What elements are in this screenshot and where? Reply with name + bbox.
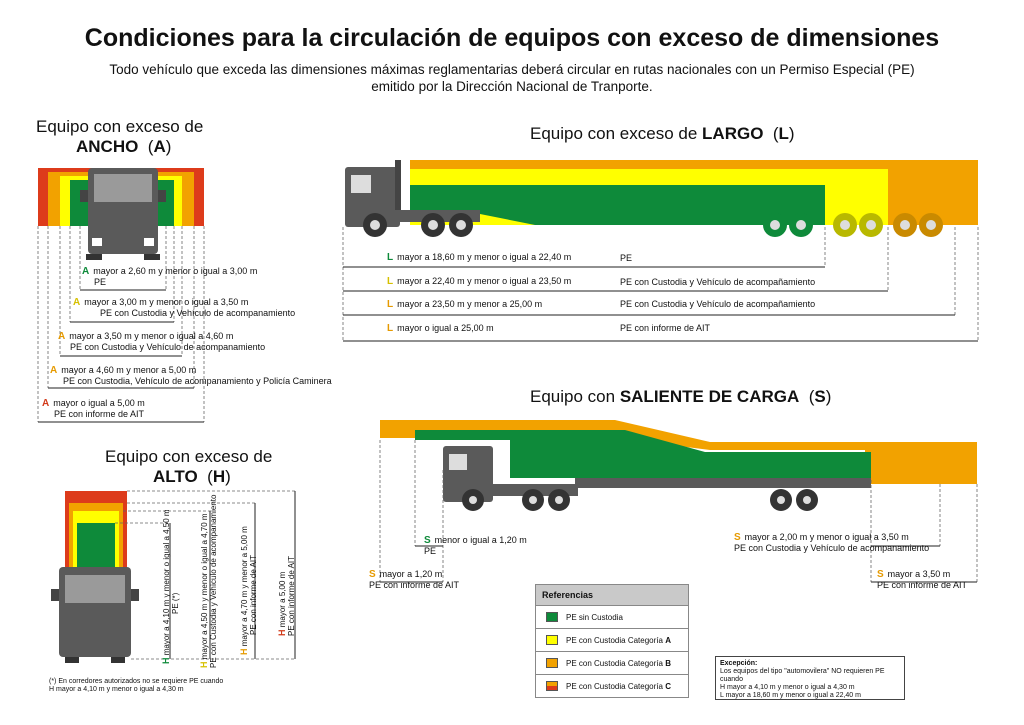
saliente-s4-sub: PE con informe de AIT [877, 580, 968, 590]
largo-row-2-req: PE con Custodia y Vehículo de acompañamiento [620, 277, 816, 287]
saliente-s1-letter: S [424, 535, 431, 546]
alto-row-4-letter: H [277, 629, 287, 636]
saliente-s4-text: mayor a 3,50 m [887, 569, 951, 579]
saliente-s1-sub: PE [424, 546, 437, 556]
alto-row-3-text: mayor a 4,70 m y menor a 5,00 m [240, 526, 249, 647]
alto-title-bold: ALTO [153, 467, 198, 486]
saliente-title: Equipo con SALIENTE DE CARGA (S) [530, 387, 832, 406]
saliente-s2-sub: PE con informe de AIT [369, 580, 460, 590]
alto-row-4-text: mayor a 5,00 m [278, 571, 287, 628]
largo-title-text: Equipo con exceso de [530, 124, 698, 143]
ancho-row-4 [50, 365, 332, 386]
alto-row-1 [162, 509, 180, 664]
saliente-s3 [734, 532, 929, 553]
alto-row-1-sub: PE (*) [171, 592, 180, 614]
alto-title-letter: H [212, 467, 226, 486]
largo-row-2 [387, 276, 571, 287]
references-legend [535, 584, 689, 698]
saliente-s4 [877, 569, 967, 590]
largo-row-1 [387, 252, 571, 263]
alto-row-4 [278, 556, 296, 636]
exception-line-3: L mayor a 18,60 m y menor o igual a 22,40 m [720, 692, 861, 699]
ancho-row-5 [42, 398, 145, 419]
references-header: Referencias [536, 585, 688, 606]
saliente-diagram [375, 410, 985, 595]
ancho-row-5-text: mayor o igual a 5,00 m [53, 398, 145, 408]
legend-swatch-yellow [546, 635, 558, 645]
saliente-title-bold: SALIENTE DE CARGA [619, 387, 800, 406]
saliente-title-letter: S [814, 387, 826, 406]
ancho-row-5-sub: PE con informe de AIT [54, 409, 145, 419]
saliente-s2-letter: S [369, 569, 376, 580]
ancho-row-1-letter: A [82, 266, 90, 277]
exception-box [715, 656, 905, 700]
alto-row-1-letter: H [161, 657, 171, 664]
truck-front-icon [80, 168, 166, 260]
largo-row-4 [387, 323, 494, 334]
legend-swatch-orange [546, 658, 558, 668]
saliente-s3-sub: PE con Custodia y Vehículo de acompanamiento [734, 543, 930, 553]
ancho-row-1 [82, 266, 257, 287]
ancho-row-1-text: mayor a 2,60 m y menor o igual a 3,00 m [93, 266, 258, 276]
legend-item [536, 675, 688, 697]
ancho-row-2-letter: A [73, 297, 81, 308]
ancho-row-2-text: mayor a 3,00 m y menor o igual a 3,50 m [84, 297, 249, 307]
ancho-row-2 [73, 297, 295, 318]
exception-line-2: H mayor a 4,10 m y menor o igual a 4,30 m [720, 684, 855, 691]
ancho-row-3-text: mayor a 3,50 m y menor o igual a 4,60 m [69, 331, 234, 341]
legend-label: PE con Custodia Categoría [566, 658, 663, 668]
legend-cat: A [665, 635, 671, 645]
largo-row-2-text: mayor a 22,40 m y menor o igual a 23,50 m [397, 276, 572, 286]
page-title: Condiciones para la circulación de equipos con exceso de dimensiones [84, 24, 940, 52]
ancho-title-text: Equipo con exceso de [36, 117, 204, 136]
ancho-title: Equipo con exceso de ANCHO (A) [36, 117, 204, 156]
legend-label: PE sin Custodia [566, 612, 623, 622]
largo-row-3-letter: L [387, 299, 394, 310]
alto-footnote [49, 678, 223, 694]
ancho-title-letter: A [153, 137, 166, 156]
largo-row-3 [387, 299, 542, 310]
ancho-row-3-sub: PE con Custodia y Vehículo de acompanamiento [70, 342, 266, 352]
saliente-s2 [369, 569, 459, 590]
ancho-row-3 [58, 331, 265, 352]
legend-cat: C [665, 681, 671, 691]
legend-item [536, 629, 688, 652]
saliente-s2-text: mayor a 1,20 m [379, 569, 443, 579]
ancho-row-3-letter: A [58, 331, 66, 342]
legend-item [536, 606, 688, 629]
largo-row-3-req: PE con Custodia y Vehículo de acompañamiento [620, 299, 816, 309]
alto-row-4-sub: PE con informe de AIT [287, 555, 296, 636]
ancho-row-1-sub: PE [94, 277, 107, 287]
ancho-diagram [30, 160, 220, 430]
saliente-s1-text: menor o igual a 1,20 m [434, 535, 527, 545]
alto-row-3-letter: H [239, 648, 249, 655]
largo-title: Equipo con exceso de LARGO (L) [530, 124, 795, 143]
saliente-title-text: Equipo con [530, 387, 616, 406]
exception-line-1: Los equipos del tipo "automovilera" NO requieren PE cuando [720, 668, 885, 683]
alto-row-3 [240, 526, 258, 655]
ancho-row-2-sub: PE con Custodia y Vehículo de acompanamiento [100, 308, 296, 318]
largo-row-4-letter: L [387, 323, 394, 334]
alto-footnote-2: H mayor a 4,10 m y menor o igual a 4,30 m [49, 686, 184, 693]
saliente-s4-letter: S [877, 569, 884, 580]
alto-title: Equipo con exceso de ALTO (H) [105, 447, 273, 486]
alto-row-1-text: mayor a 4,10 m y menor o igual a 4,50 m [162, 509, 171, 656]
legend-item [536, 652, 688, 675]
truck-front-icon [51, 567, 139, 663]
ancho-row-5-letter: A [42, 398, 50, 409]
largo-row-1-letter: L [387, 252, 394, 263]
largo-title-letter: L [778, 124, 789, 143]
largo-row-1-text: mayor a 18,60 m y menor o igual a 22,40 m [397, 252, 572, 262]
legend-label: PE con Custodia Categoría [566, 681, 663, 691]
largo-row-4-text: mayor o igual a 25,00 m [397, 323, 494, 333]
largo-row-4-req: PE con informe de AIT [620, 323, 711, 333]
ancho-row-4-text: mayor a 4,60 m y menor a 5,00 m [61, 365, 197, 375]
legend-swatch-green [546, 612, 558, 622]
alto-row-2 [200, 495, 218, 668]
largo-title-bold: LARGO [702, 124, 764, 143]
exception-title: Excepción: [720, 660, 758, 667]
saliente-s3-letter: S [734, 532, 741, 543]
largo-row-3-text: mayor a 23,50 m y menor a 25,00 m [397, 299, 543, 309]
alto-row-2-sub: PE con Custodia y Vehículo de acompanamiento [209, 494, 218, 668]
saliente-s1 [424, 535, 527, 556]
ancho-row-4-sub: PE con Custodia, Vehículo de acompanamiento y Policía Caminera [63, 376, 332, 386]
legend-swatch-red [546, 681, 558, 691]
saliente-s3-text: mayor a 2,00 m y menor o igual a 3,50 m [744, 532, 909, 542]
alto-row-3-sub: PE con informe de AIT [249, 554, 258, 635]
legend-cat: B [665, 658, 671, 668]
alto-row-2-text: mayor a 4,50 m y menor o igual a 4,70 m [200, 513, 209, 660]
alto-row-2-letter: H [199, 661, 209, 668]
alto-footnote-1: (*) En corredores autorizados no se requiere PE cuando [49, 678, 224, 685]
ancho-title-bold: ANCHO [76, 137, 139, 156]
largo-row-2-letter: L [387, 276, 394, 287]
ancho-row-4-letter: A [50, 365, 58, 376]
alto-title-text: Equipo con exceso de [105, 447, 273, 466]
subtitle-line-2: emitido por la Dirección Nacional de Tranporte. [371, 79, 653, 94]
legend-label: PE con Custodia Categoría [566, 635, 663, 645]
largo-row-1-req: PE [620, 253, 633, 263]
subtitle-line-1: Todo vehículo que exceda las dimensiones máximas reglamentarias deberá circular en rutas nacionales con un Permiso Especial (PE) [109, 62, 915, 77]
